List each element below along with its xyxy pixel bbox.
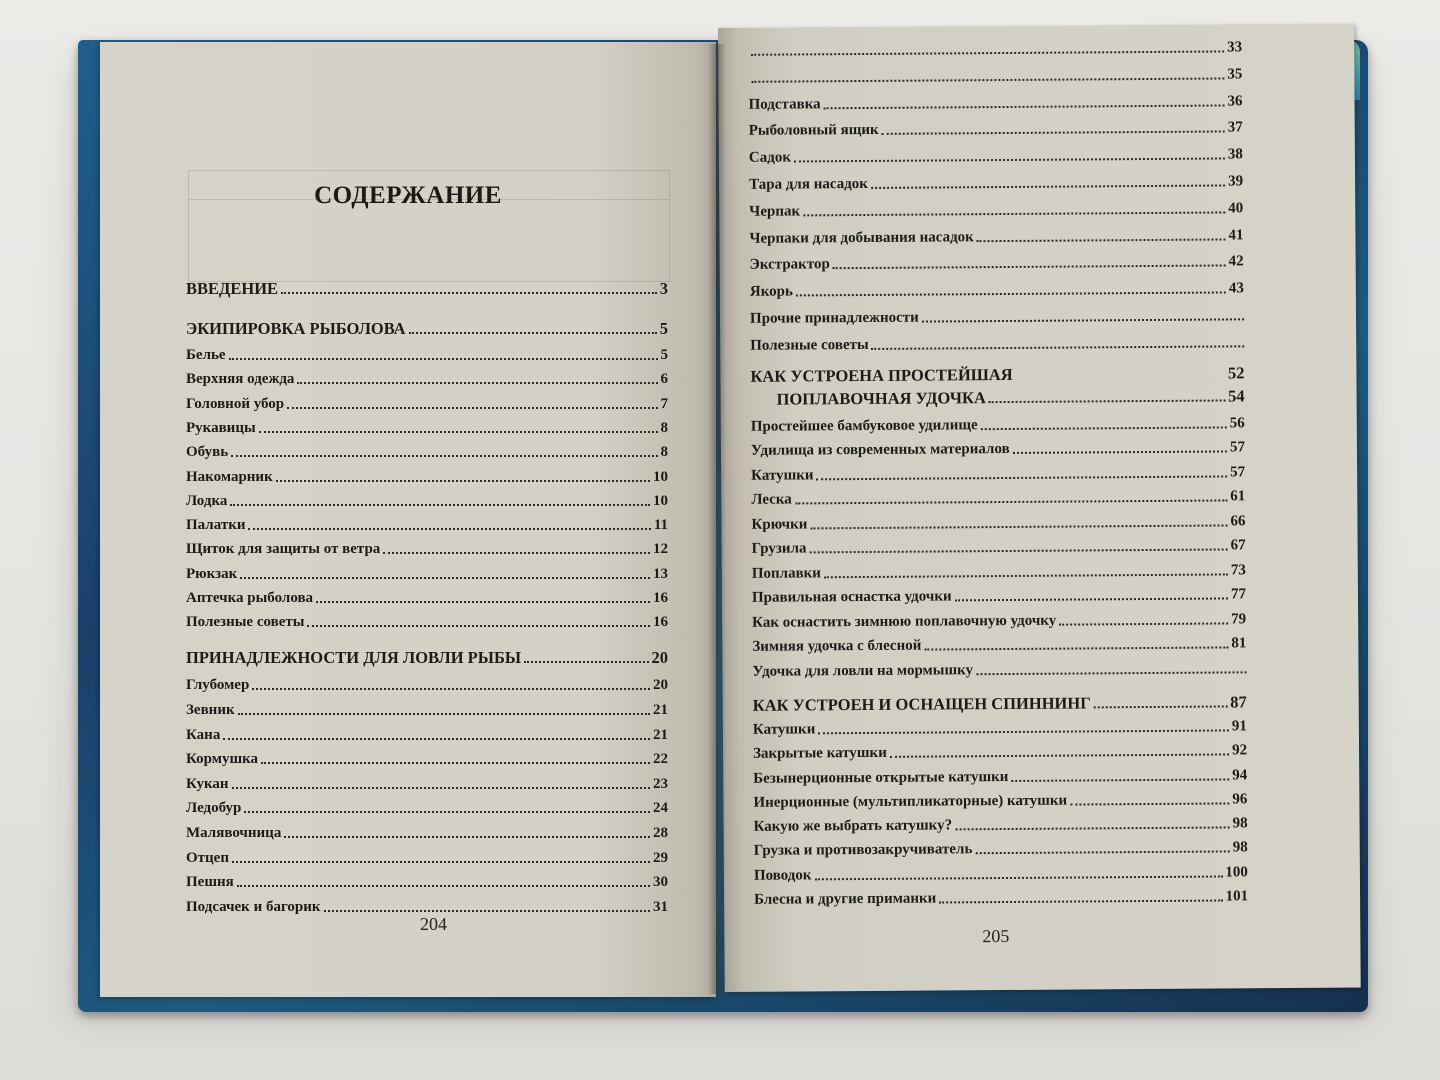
toc-entry-page: 28 xyxy=(653,824,668,841)
toc-entry xyxy=(186,462,668,486)
toc-entry-title: Пешня xyxy=(186,874,234,891)
dot-leader xyxy=(795,500,1228,505)
toc-entry xyxy=(752,628,1246,655)
toc-entry xyxy=(749,140,1243,167)
toc-entry-title: Рюкзак xyxy=(186,565,238,582)
dot-leader xyxy=(297,382,657,384)
dot-leader xyxy=(794,158,1225,163)
toc-entry xyxy=(749,113,1243,140)
dot-leader xyxy=(281,292,657,294)
dot-leader xyxy=(237,885,650,887)
toc-entry-title: Ледобур xyxy=(186,800,242,817)
toc-entry-page: 81 xyxy=(1231,635,1247,652)
toc-entry-title: Якорь xyxy=(749,283,793,300)
toc-entry-title: Кана xyxy=(186,726,221,743)
toc-entry-page: 66 xyxy=(1230,512,1246,530)
contents-list-right xyxy=(748,32,1249,908)
toc-entry-page: 67 xyxy=(1230,537,1246,554)
toc-entry-page: 6 xyxy=(660,371,668,388)
toc-entry xyxy=(186,583,668,607)
toc-entry-title: Тара для насадок xyxy=(749,175,868,193)
dot-leader xyxy=(977,238,1226,242)
dot-leader xyxy=(223,738,650,740)
toc-entry-title: Леска xyxy=(751,491,792,508)
toc-entry xyxy=(186,867,668,891)
toc-entry-page: 23 xyxy=(653,775,668,792)
toc-entry-page: 5 xyxy=(659,319,668,338)
toc-entry-title: Какую же выбрать катушку? xyxy=(753,817,953,835)
dot-leader xyxy=(231,455,657,457)
dot-leader xyxy=(955,827,1229,831)
toc-entry-title: Зимняя удочка с блесной xyxy=(752,637,922,655)
dot-leader xyxy=(1094,705,1228,708)
toc-entry xyxy=(751,408,1245,435)
toc-entry xyxy=(748,59,1242,86)
toc-entry-page: 56 xyxy=(1229,414,1245,432)
toc-entry-title: Малявочница xyxy=(186,824,282,841)
dot-leader xyxy=(383,552,650,554)
toc-entry xyxy=(752,530,1246,557)
toc-entry-page: 94 xyxy=(1232,766,1248,783)
dot-leader xyxy=(833,265,1226,270)
dot-leader xyxy=(810,549,1228,554)
toc-entry-title: Садок xyxy=(748,149,792,166)
dot-leader xyxy=(248,528,650,530)
toc-entry-title: Поплавки xyxy=(751,564,821,582)
toc-entry xyxy=(186,607,668,631)
dot-leader xyxy=(872,345,1245,350)
toc-entry xyxy=(750,381,1244,408)
dot-leader xyxy=(955,598,1228,602)
toc-entry xyxy=(750,327,1244,354)
toc-entry-page: 33 xyxy=(1227,39,1243,56)
dot-leader xyxy=(803,211,1225,216)
toc-entry-page: 61 xyxy=(1230,488,1246,505)
toc-entry xyxy=(749,166,1243,193)
toc-entry xyxy=(186,818,668,842)
toc-entry xyxy=(750,300,1244,327)
toc-entry-title: Крючки xyxy=(751,515,808,533)
toc-entry-page: 10 xyxy=(653,468,668,485)
toc-entry xyxy=(750,247,1244,274)
dot-leader xyxy=(307,625,650,627)
dot-leader xyxy=(824,573,1228,578)
toc-entry-title: Удочка для ловли на мормышку xyxy=(752,661,974,680)
toc-entry-title: Кормушка xyxy=(186,751,259,768)
toc-entry xyxy=(186,769,668,793)
toc-entry-page: 101 xyxy=(1225,888,1249,905)
toc-entry-page: 57 xyxy=(1230,463,1246,481)
toc-entry xyxy=(186,389,668,413)
dot-leader xyxy=(261,762,650,764)
left-page xyxy=(100,42,716,997)
toc-entry xyxy=(186,510,668,534)
toc-entry-title: Экстрактор xyxy=(749,256,830,274)
toc-entry xyxy=(751,457,1245,484)
dot-leader xyxy=(287,407,657,409)
dot-leader xyxy=(975,851,1229,855)
toc-entry-page: 8 xyxy=(660,419,668,436)
toc-entry xyxy=(186,437,668,461)
toc-entry-page: 3 xyxy=(659,279,668,298)
toc-entry-page: 57 xyxy=(1229,439,1245,456)
toc-entry-title: Глубомер xyxy=(186,677,250,694)
toc-entry-page: 37 xyxy=(1227,119,1243,136)
toc-entry-title: КАК УСТРОЕНА ПРОСТЕЙШАЯ xyxy=(750,364,1013,386)
toc-entry-title: Поводок xyxy=(753,867,812,884)
toc-entry-page: 41 xyxy=(1228,226,1244,244)
toc-entry-page: 98 xyxy=(1232,815,1248,832)
toc-entry-page: 8 xyxy=(660,444,668,461)
page-number-right: 205 xyxy=(982,925,1010,947)
dot-leader xyxy=(824,104,1225,109)
toc-entry-title: Головной убор xyxy=(186,395,285,412)
toc-entry-title: Черпаки для добывания насадок xyxy=(749,228,974,247)
toc-entry-title: Лодка xyxy=(186,492,228,509)
right-page xyxy=(718,24,1361,992)
toc-entry xyxy=(749,193,1243,220)
dot-leader xyxy=(751,50,1224,55)
toc-entry xyxy=(748,86,1242,113)
dot-leader xyxy=(230,504,650,506)
toc-entry-page: 31 xyxy=(653,898,668,915)
toc-entry-page: 38 xyxy=(1227,146,1243,163)
dot-leader xyxy=(1059,622,1228,625)
toc-entry-title: Накомарник xyxy=(186,468,273,485)
toc-entry-title: Как оснастить зимнюю поплавочную удочку xyxy=(752,612,1057,631)
toc-entry xyxy=(754,833,1248,860)
toc-entry-title: Щиток для защиты от ветра xyxy=(186,541,381,558)
toc-entry xyxy=(186,892,668,916)
toc-entry-page: 13 xyxy=(653,565,668,582)
toc-entry-page: 96 xyxy=(1232,791,1248,808)
dot-leader xyxy=(409,332,657,334)
toc-entry xyxy=(753,808,1247,835)
toc-entry-title: Отцеп xyxy=(186,849,229,866)
page-number-left: 204 xyxy=(420,914,447,934)
toc-entry-page: 35 xyxy=(1227,66,1243,83)
toc-entry-page: 91 xyxy=(1231,718,1247,735)
toc-entry-title: Закрытые катушки xyxy=(753,745,887,762)
toc-entry-title: Полезные советы xyxy=(186,614,305,631)
toc-entry-title: Блесна и другие приманки xyxy=(754,890,937,908)
toc-entry xyxy=(186,643,668,667)
dot-leader xyxy=(882,131,1225,135)
toc-entry-page: 24 xyxy=(653,800,668,817)
toc-entry xyxy=(186,340,668,364)
toc-entry-title: Прочие принадлежности xyxy=(749,309,919,327)
toc-entry-title: Зевник xyxy=(186,701,235,718)
toc-entry xyxy=(750,274,1244,301)
toc-entry-page: 16 xyxy=(653,614,668,631)
dot-leader xyxy=(229,358,658,360)
toc-entry xyxy=(753,760,1247,787)
toc-entry xyxy=(186,843,668,867)
toc-entry-title: ПРИНАДЛЕЖНОСТИ ДЛЯ ЛОВЛИ РЫБЫ xyxy=(186,648,522,668)
toc-entry-page: 36 xyxy=(1227,92,1243,110)
toc-entry-page: 5 xyxy=(660,347,668,363)
toc-entry-page: 20 xyxy=(653,677,668,694)
toc-entry-page: 52 xyxy=(1227,362,1245,383)
toc-entry-title: ПОПЛАВОЧНАЯ УДОЧКА xyxy=(776,387,986,409)
toc-entry-title: ЭКИПИРОВКА РЫБОЛОВА xyxy=(186,319,406,338)
dot-leader xyxy=(324,910,650,912)
toc-entry-title: Аптечка рыболова xyxy=(186,590,314,606)
dot-leader xyxy=(817,475,1228,480)
contents-title: СОДЕРЖАНИЕ xyxy=(314,182,502,209)
dot-leader xyxy=(989,399,1225,403)
toc-entry xyxy=(748,32,1242,59)
toc-entry-title: Безынерционные открытые катушки xyxy=(753,768,1009,787)
toc-entry-page: 40 xyxy=(1228,200,1244,217)
dot-leader xyxy=(871,184,1225,188)
toc-entry-title: Грузка и противозакручиватель xyxy=(753,841,973,860)
toc-entry xyxy=(752,653,1246,680)
toc-entry xyxy=(186,695,668,719)
dot-leader xyxy=(316,601,650,603)
toc-entry-page: 20 xyxy=(651,648,668,668)
toc-entry xyxy=(752,604,1246,631)
dot-leader xyxy=(1016,378,1225,379)
toc-entry-title: Простейшее бамбуковое удилище xyxy=(750,416,978,435)
dot-leader xyxy=(276,480,650,482)
toc-entry xyxy=(186,670,668,694)
book-gutter xyxy=(708,44,726,994)
toc-entry-page: 79 xyxy=(1231,610,1247,628)
dot-leader xyxy=(1011,778,1229,782)
toc-entry-page: 16 xyxy=(653,590,668,606)
dot-leader xyxy=(238,713,650,715)
toc-entry-page: 42 xyxy=(1228,253,1244,270)
toc-entry-title: Подставка xyxy=(748,95,821,113)
dot-leader xyxy=(259,431,658,433)
dot-leader xyxy=(284,836,650,838)
toc-entry-page: 39 xyxy=(1228,173,1244,190)
toc-entry-page: 11 xyxy=(653,517,668,534)
dot-leader xyxy=(252,688,650,690)
toc-entry-title: Удилища из современных материалов xyxy=(750,441,1010,459)
toc-entry xyxy=(753,687,1247,714)
toc-entry-title: Палатки xyxy=(186,517,246,534)
toc-entry xyxy=(752,555,1246,582)
dot-leader xyxy=(796,292,1226,297)
toc-entry xyxy=(186,314,668,338)
toc-entry-page: 21 xyxy=(653,701,668,718)
toc-entry-page: 43 xyxy=(1228,280,1244,297)
toc-entry-title: Катушки xyxy=(751,466,814,484)
dot-leader xyxy=(815,875,1223,880)
toc-entry-page: 29 xyxy=(653,849,668,866)
toc-entry xyxy=(751,506,1245,533)
dot-leader xyxy=(232,787,650,789)
toc-entry-title: Черпак xyxy=(749,203,801,220)
toc-entry-page: 98 xyxy=(1232,839,1248,856)
dot-leader xyxy=(751,77,1224,82)
toc-entry-page: 21 xyxy=(653,726,668,743)
toc-entry-title: Полезные советы xyxy=(750,336,869,354)
toc-entry xyxy=(753,711,1247,738)
toc-entry xyxy=(186,559,668,583)
toc-entry-page: 22 xyxy=(653,751,668,768)
dot-leader xyxy=(232,861,650,863)
toc-entry-title: ВВЕДЕНИЕ xyxy=(186,279,279,298)
toc-entry-page: 10 xyxy=(653,492,668,509)
toc-entry-page: 73 xyxy=(1230,561,1246,579)
toc-entry xyxy=(751,432,1245,459)
toc-entry-title: Грузила xyxy=(751,540,807,557)
toc-entry-title: Обувь xyxy=(186,444,229,461)
toc-entry-page: 54 xyxy=(1228,385,1245,406)
dot-leader xyxy=(922,318,1244,322)
dot-leader xyxy=(818,729,1229,734)
toc-entry-page: 100 xyxy=(1225,864,1248,881)
toc-entry-page: 87 xyxy=(1230,691,1247,712)
toc-entry-title: Верхняя одежда xyxy=(186,371,295,388)
toc-entry-title: Кукан xyxy=(186,775,229,792)
toc-entry-title: Инерционные (мультипликаторные) катушки xyxy=(753,792,1068,811)
toc-entry-page: 7 xyxy=(660,395,668,412)
toc-entry xyxy=(186,413,668,437)
toc-entry-page: 12 xyxy=(653,541,668,558)
dot-leader xyxy=(890,754,1229,758)
toc-entry xyxy=(186,534,668,558)
toc-entry-page: 92 xyxy=(1232,742,1248,759)
dot-leader xyxy=(976,671,1246,675)
toc-entry xyxy=(186,793,668,817)
toc-entry xyxy=(186,364,668,388)
toc-entry xyxy=(186,720,668,744)
toc-entry-title: Белье xyxy=(186,347,226,363)
toc-entry-page: 30 xyxy=(653,874,668,891)
toc-entry xyxy=(186,486,668,510)
dot-leader xyxy=(939,899,1222,903)
toc-entry xyxy=(754,857,1248,884)
toc-entry xyxy=(749,220,1243,247)
dot-leader xyxy=(524,661,648,663)
toc-entry-title: Рукавицы xyxy=(186,419,256,436)
toc-entry-title: Катушки xyxy=(752,721,816,738)
toc-entry xyxy=(751,481,1245,508)
toc-entry-title: Подсачек и багорик xyxy=(186,898,321,915)
dot-leader xyxy=(1013,451,1227,454)
toc-entry-title: Правильная оснастка удочки xyxy=(751,588,952,606)
dot-leader xyxy=(240,577,650,579)
dot-leader xyxy=(810,524,1227,529)
dot-leader xyxy=(1070,802,1229,805)
dot-leader xyxy=(924,647,1228,651)
toc-entry xyxy=(753,784,1247,811)
toc-entry xyxy=(753,736,1247,763)
toc-entry xyxy=(186,274,668,298)
toc-entry-page: 77 xyxy=(1230,586,1247,603)
toc-entry xyxy=(186,744,668,768)
dot-leader xyxy=(981,426,1227,430)
toc-entry xyxy=(754,881,1248,908)
dot-leader xyxy=(244,811,650,813)
toc-entry xyxy=(752,579,1246,606)
toc-entry-title: Рыболовный ящик xyxy=(748,122,879,140)
toc-entry-title: КАК УСТРОЕН И ОСНАЩЕН СПИННИНГ xyxy=(752,693,1091,715)
